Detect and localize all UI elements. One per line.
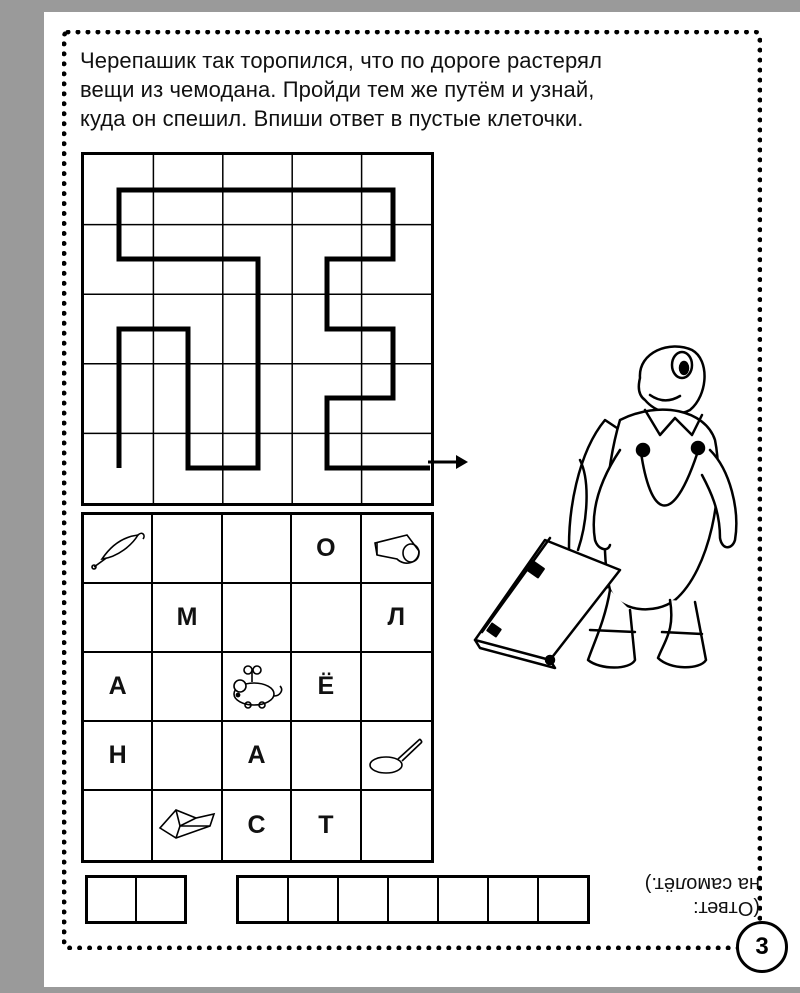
answer-box[interactable] xyxy=(239,878,289,921)
grid-cell-empty xyxy=(84,791,153,860)
grid-cell-letter: А xyxy=(223,722,292,791)
grid-cell-letter: Ё xyxy=(292,653,361,722)
answer-box[interactable] xyxy=(539,878,587,921)
grid-cell-empty xyxy=(153,653,222,722)
grid-cell-letter: Т xyxy=(292,791,361,860)
grid-cell-picture xyxy=(84,515,153,584)
toy-mouse-icon xyxy=(226,664,286,710)
grid-cell-letter: М xyxy=(153,584,222,653)
answer-note-line: на самолёт.) xyxy=(644,873,760,895)
whistle-icon xyxy=(367,529,425,569)
instruction-line: Черепашик так торопился, что по дороге растерял xyxy=(80,48,603,73)
answer-box[interactable] xyxy=(339,878,389,921)
answer-box[interactable] xyxy=(137,878,184,921)
paper-boat-icon xyxy=(156,806,218,846)
grid-cell-letter: С xyxy=(223,791,292,860)
answer-box[interactable] xyxy=(88,878,137,921)
maze-grid xyxy=(81,152,434,506)
grid-cell-empty xyxy=(223,515,292,584)
grid-cell-picture xyxy=(223,653,292,722)
arrow-icon xyxy=(428,452,470,472)
grid-cell-empty xyxy=(292,722,361,791)
umbrella-icon xyxy=(88,527,148,571)
grid-cell-letter: О xyxy=(292,515,361,584)
grid-cell-empty xyxy=(153,515,222,584)
instruction-line: вещи из чемодана. Пройди тем же путём и узнай, xyxy=(80,77,595,102)
answer-box[interactable] xyxy=(489,878,539,921)
answer-note xyxy=(590,872,760,920)
answer-box[interactable] xyxy=(389,878,439,921)
instruction-line: куда он спешил. Впиши ответ в пустые клеточки. xyxy=(80,106,584,131)
grid-cell-picture xyxy=(362,722,431,791)
answer-word-2 xyxy=(236,875,590,924)
grid-cell-letter: Л xyxy=(362,584,431,653)
answer-note-line: (Ответ: xyxy=(693,897,760,919)
answer-word-1 xyxy=(85,875,187,924)
grid-cell-empty xyxy=(84,584,153,653)
turtle-with-suitcase-illustration xyxy=(470,340,760,680)
grid-cell-empty xyxy=(153,722,222,791)
answer-box[interactable] xyxy=(289,878,339,921)
grid-cell-empty xyxy=(362,653,431,722)
grid-cell-letter: Н xyxy=(84,722,153,791)
grid-cell-picture xyxy=(362,515,431,584)
grid-cell-picture xyxy=(153,791,222,860)
grid-cell-letter: А xyxy=(84,653,153,722)
grid-cell-empty xyxy=(292,584,361,653)
maze-path xyxy=(84,155,431,503)
answer-box[interactable] xyxy=(439,878,489,921)
grid-cell-empty xyxy=(362,791,431,860)
letter-grid xyxy=(81,512,434,863)
instruction-text xyxy=(80,46,760,133)
frying-pan-icon xyxy=(366,733,426,779)
page-number: 3 xyxy=(736,921,788,973)
grid-cell-empty xyxy=(223,584,292,653)
